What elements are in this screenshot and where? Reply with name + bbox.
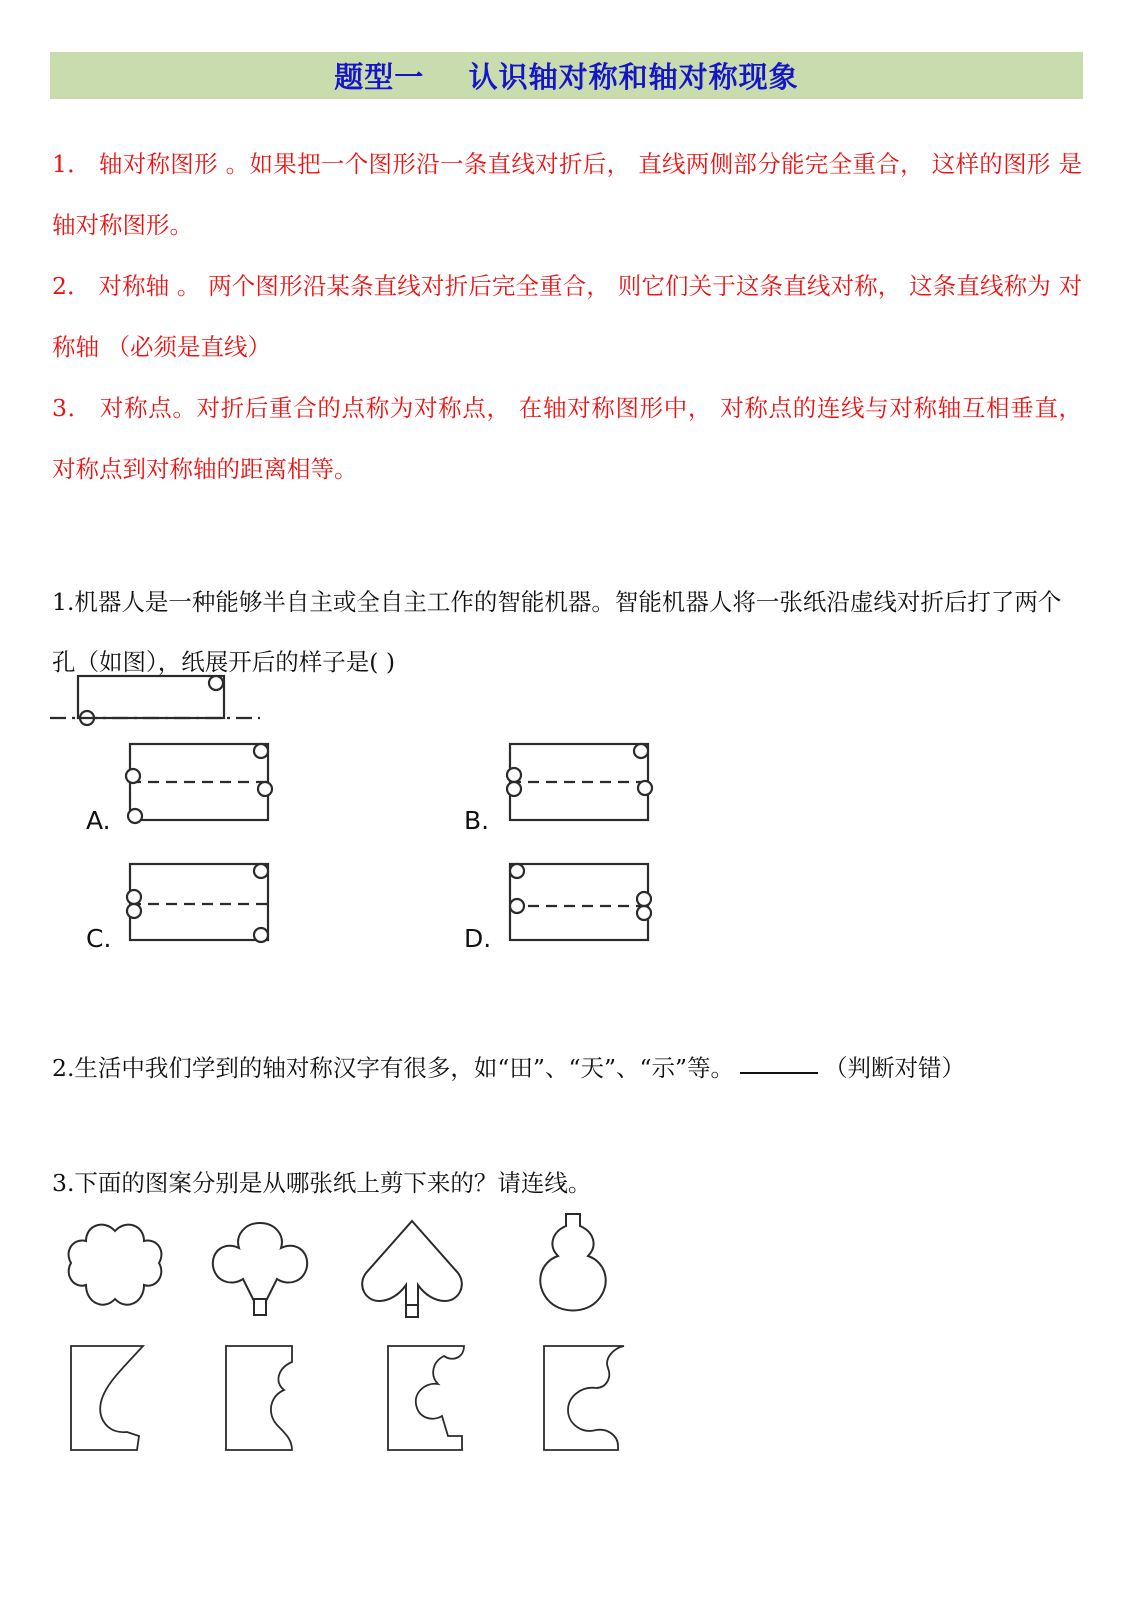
- title-banner: [50, 52, 1083, 99]
- option-a-label: A.: [86, 806, 111, 835]
- option-d-label: D.: [464, 924, 492, 953]
- option-c-figure[interactable]: [124, 858, 274, 946]
- folded-paper-spade-cut[interactable]: [65, 1340, 175, 1458]
- club-shape[interactable]: [205, 1215, 315, 1325]
- spade-shape[interactable]: [355, 1215, 470, 1325]
- question-2-prompt: 2.生活中我们学到的轴对称汉字有很多，如“田”、“天”、“示”等。: [52, 1054, 735, 1082]
- definition-item-2: 2． 对称轴 。 两个图形沿某条直线对折后完全重合， 则它们关于这条直线对称， 这条直线称为 对称轴 （必须是直线）: [52, 272, 1082, 361]
- option-b-label: B.: [464, 806, 490, 835]
- folded-paper-flower-cut[interactable]: [538, 1340, 648, 1458]
- gourd-shape[interactable]: [528, 1210, 618, 1328]
- flower-five-lobe-shape[interactable]: [60, 1215, 170, 1325]
- question-3-text: 3.下面的图案分别是从哪张纸上剪下来的？请连线。: [52, 1169, 592, 1197]
- question-1-text: 1.机器人是一种能够半自主或全自主工作的智能机器。智能机器人将一张纸沿虚线对折后打了两个孔（如图），纸展开后的样子是( ): [52, 588, 1062, 676]
- page-title: 题型一 认识轴对称和轴对称现象: [334, 60, 799, 94]
- option-d-figure[interactable]: [504, 858, 654, 946]
- option-b-figure[interactable]: [504, 738, 654, 826]
- folded-paper-gourd-cut[interactable]: [220, 1340, 330, 1458]
- folded-paper-club-cut[interactable]: [382, 1340, 492, 1458]
- option-c-label: C.: [86, 924, 112, 953]
- question-2-text: [52, 1038, 1092, 1098]
- question-2-suffix: （判断对错）: [824, 1054, 966, 1082]
- definition-item-1: 1． 轴对称图形 。如果把一个图形沿一条直线对折后， 直线两侧部分能完全重合， 这样的图形 是轴对称图形。: [52, 150, 1082, 239]
- definitions-block: [52, 134, 1082, 500]
- folded-paper-figure: [48, 668, 278, 730]
- definition-item-3: 3． 对称点。对折后重合的点称为对称点， 在轴对称图形中， 对称点的连线与对称轴互相垂直， 对称点到对称轴的距离相等。: [52, 394, 1082, 483]
- option-a-figure[interactable]: [124, 738, 274, 826]
- answer-blank[interactable]: [740, 1054, 818, 1074]
